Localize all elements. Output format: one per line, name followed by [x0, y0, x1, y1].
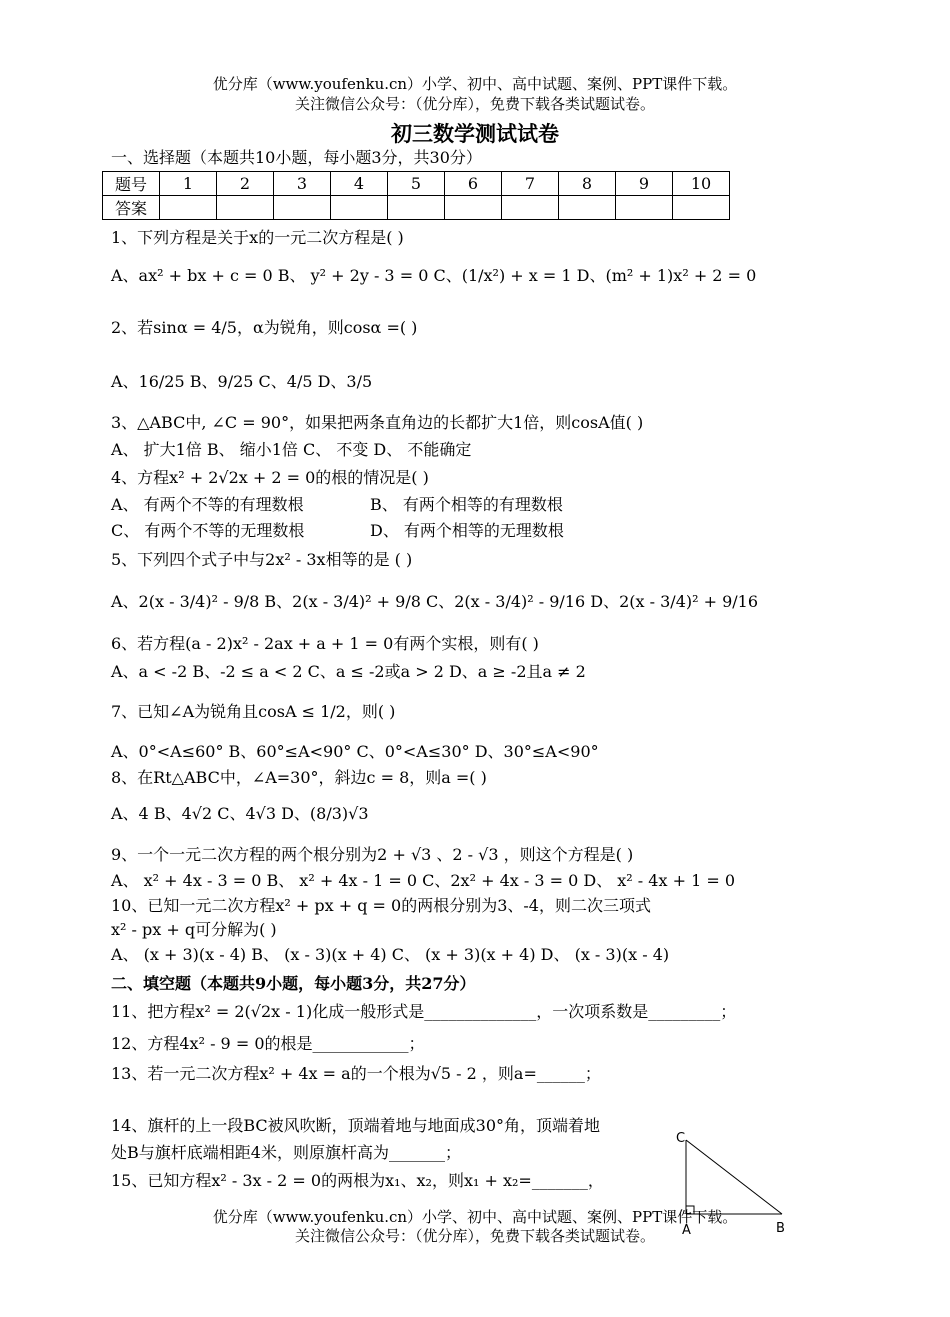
header-line-1: 优分库（www.youfenku.cn）小学、初中、高中试题、案例、PPT课件下载。 [212, 75, 738, 93]
answer-cell[interactable] [160, 196, 217, 220]
table-cell-number: 6 [445, 172, 502, 196]
section2-heading: 二、填空题（本题共9小题，每小题3分，共27分） [111, 974, 476, 993]
answer-cell[interactable] [388, 196, 445, 220]
question-10-options: A、 (x + 3)(x - 4) B、 (x - 3)(x + 4) C、 (x + 3)(x + 4) D、 (x - 3)(x - 4) [111, 945, 670, 964]
answer-cell[interactable] [616, 196, 673, 220]
question-1-options: A、ax² + bx + c = 0 B、 y² + 2y - 3 = 0 C、(1/x²) + x = 1 D、(m² + 1)x² + 2 = 0 [111, 266, 757, 285]
table-cell-number: 4 [331, 172, 388, 196]
table-cell-number: 9 [616, 172, 673, 196]
question-2-options: A、16/25 B、9/25 C、4/5 D、3/5 [111, 372, 373, 391]
answer-cell[interactable] [274, 196, 331, 220]
table-cell-number: 7 [502, 172, 559, 196]
question-13: 13、若一元二次方程x² + 4x = a的一个根为√5 - 2 ，则a=______； [111, 1064, 601, 1083]
question-8-options: A、4 B、4√2 C、4√3 D、(8/3)√3 [111, 804, 369, 823]
question-1: 1、下列方程是关于x的一元二次方程是( ) [111, 228, 404, 247]
answer-cell[interactable] [673, 196, 730, 220]
question-9: 9、一个一元二次方程的两个根分别为2 + √3 、2 - √3 ，则这个方程是( ) [111, 845, 634, 864]
question-5: 5、下列四个式子中与2x² - 3x相等的是 ( ) [111, 550, 413, 569]
table-row [103, 196, 730, 220]
table-cell-label: 题号 [103, 172, 160, 196]
table-cell-number: 8 [559, 172, 616, 196]
answer-cell[interactable] [331, 196, 388, 220]
header-line-2: 关注微信公众号：（优分库），免费下载各类试题试卷。 [294, 95, 655, 113]
question-10: 10、已知一元二次方程x² + px + q = 0的两根分别为3、-4，则二次三项式 [111, 896, 651, 915]
question-15: 15、已知方程x² - 3x - 2 = 0的两根为x₁、x₂，则x₁ + x₂=_______， [111, 1171, 604, 1190]
triangle-side-cb [686, 1140, 782, 1214]
answer-table [102, 171, 730, 220]
table-cell-number: 5 [388, 172, 445, 196]
question-11: 11、把方程x² = 2(√2x - 1)化成一般形式是______________，一次项系数是_________； [111, 1002, 737, 1021]
question-14-line-1: 14、旗杆的上一段BC被风吹断，顶端着地与地面成30°角，顶端着地 [111, 1116, 601, 1135]
section1-heading: 一、选择题（本题共10小题，每小题3分，共30分） [111, 148, 482, 167]
question-10-line-2: x² - px + q可分解为( ) [111, 920, 277, 939]
table-cell-label: 答案 [103, 196, 160, 220]
question-9-options: A、 x² + 4x - 3 = 0 B、 x² + 4x - 1 = 0 C、2x² + 4x - 3 = 0 D、 x² - 4x + 1 = 0 [111, 871, 736, 890]
answer-cell[interactable] [445, 196, 502, 220]
question-6: 6、若方程(a - 2)x² - 2ax + a + 1 = 0有两个实根，则有( ) [111, 634, 539, 653]
table-cell-number: 2 [217, 172, 274, 196]
table-cell-number: 1 [160, 172, 217, 196]
question-4-option-c: C、 有两个不等的无理数根 [111, 521, 305, 540]
question-8: 8、在Rt△ABC中，∠A=30°，斜边c = 8，则a =( ) [111, 768, 487, 787]
label-b: B [776, 1221, 785, 1236]
question-7: 7、已知∠A为锐角且cosA ≤ 1/2，则( ) [111, 702, 396, 721]
question-3-options: A、 扩大1倍 B、 缩小1倍 C、 不变 D、 不能确定 [111, 440, 472, 459]
answer-cell[interactable] [559, 196, 616, 220]
table-cell-number: 3 [274, 172, 331, 196]
question-4: 4、方程x² + 2√2x + 2 = 0的根的情况是( ) [111, 468, 429, 487]
question-6-options: A、a < -2 B、-2 ≤ a < 2 C、a ≤ -2或a > 2 D、a ≥ -2且a ≠ 2 [111, 662, 586, 681]
table-cell-number: 10 [673, 172, 730, 196]
question-4-option-b: B、 有两个相等的有理数根 [370, 495, 563, 514]
question-5-options: A、2(x - 3/4)² - 9/8 B、2(x - 3/4)² + 9/8 C、2(x - 3/4)² - 9/16 D、2(x - 3/4)² + 9/16 [111, 592, 759, 611]
question-2: 2、若sinα = 4/5，α为锐角，则cosα =( ) [111, 318, 418, 337]
table-row [103, 172, 730, 196]
label-c: C [676, 1131, 686, 1146]
answer-cell[interactable] [217, 196, 274, 220]
label-a: A [682, 1223, 691, 1238]
footer-line-2: 关注微信公众号：（优分库），免费下载各类试题试卷。 [294, 1227, 655, 1245]
answer-cell[interactable] [502, 196, 559, 220]
page-title: 初三数学测试试卷 [391, 121, 559, 146]
question-14-line-2: 处B与旗杆底端相距4米，则原旗杆高为_______； [111, 1143, 461, 1162]
question-3: 3、△ABC中, ∠C = 90°，如果把两条直角边的长都扩大1倍，则cosA值( ) [111, 413, 644, 432]
question-12: 12、方程4x² - 9 = 0的根是____________； [111, 1034, 425, 1053]
question-7-options: A、0°<A≤60° B、60°≤A<90° C、0°<A≤30° D、30°≤A<90° [111, 742, 599, 761]
question-4-option-a: A、 有两个不等的有理数根 [111, 495, 304, 514]
question-4-option-d: D、 有两个相等的无理数根 [370, 521, 564, 540]
footer-line-1: 优分库（www.youfenku.cn）小学、初中、高中试题、案例、PPT课件下载。 [212, 1208, 738, 1226]
